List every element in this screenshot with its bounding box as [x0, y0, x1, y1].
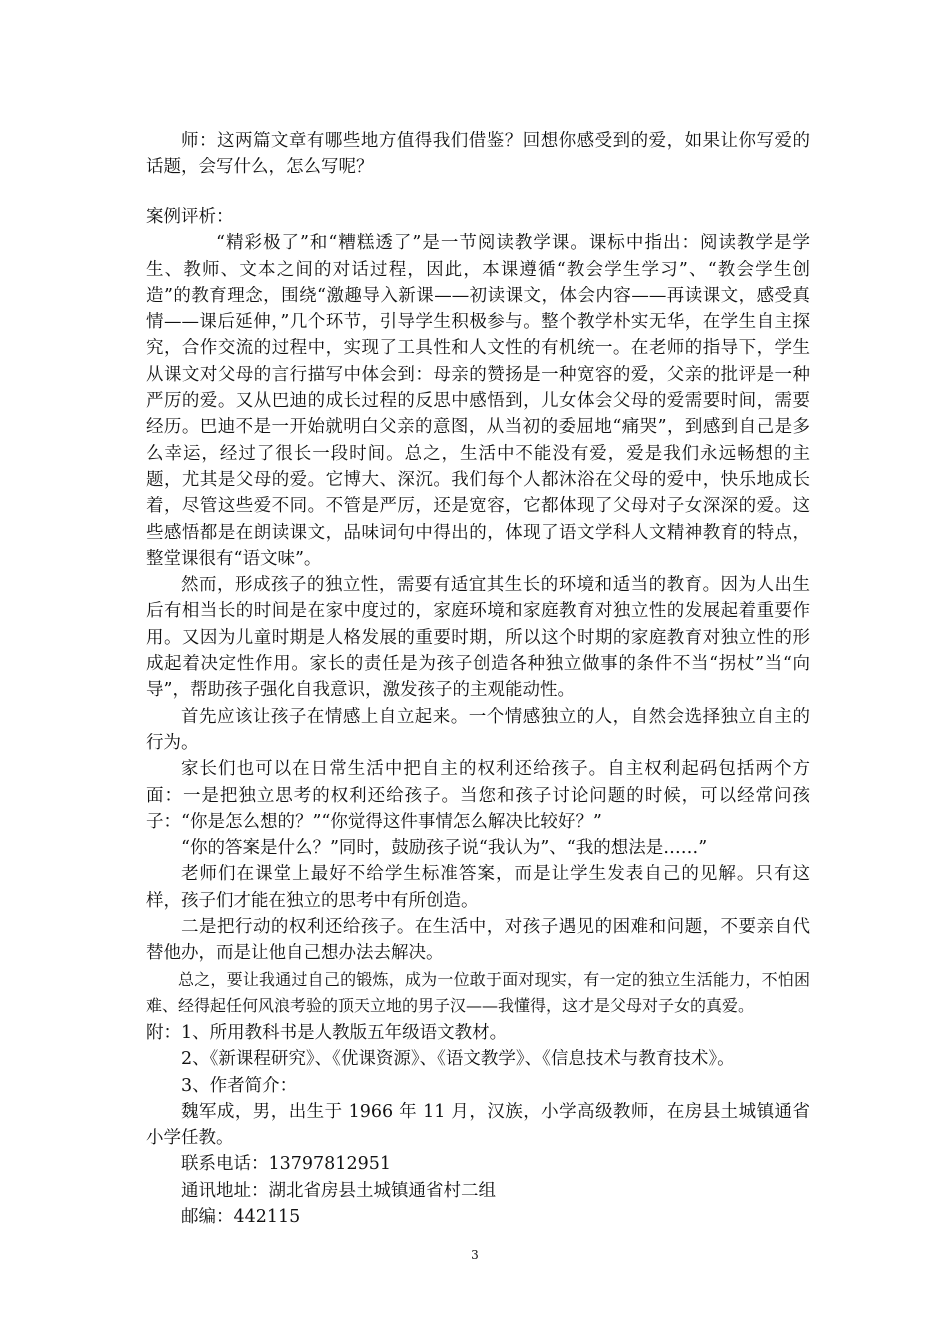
analysis-paragraph-7: 二是把行动的权利还给孩子。在生活中，对孩子遇见的困难和问题，不要亲自代替他办，而是让他自己想办法去解决。 — [146, 917, 810, 964]
author-address: 通讯地址：湖北省房县土城镇通省村二组 — [181, 1180, 496, 1201]
analysis-paragraph-6: 老师们在课堂上最好不给学生标准答案，而是让学生发表自己的见解。只有这样，孩子们才能在独立的思考中有所创造。 — [146, 864, 810, 911]
page-number: 3 — [471, 1248, 479, 1262]
analysis-paragraph-8: 总之，要让我通过自己的锻炼，成为一位敢于面对现实，有一定的独立生活能力，不怕困难、经得起任何风浪考验的顶天立地的男子汉——我懂得，这才是父母对子女的真爱。 — [146, 969, 810, 1015]
analysis-paragraph-3: 首先应该让孩子在情感上自立起来。一个情感独立的人，自然会选择独立自主的行为。 — [146, 706, 810, 753]
author-phone: 联系电话：13797812951 — [181, 1154, 391, 1175]
teacher-question: 师：这两篇文章有哪些地方值得我们借鉴？回想你感受到的爱，如果让你写爱的话题，会写什么，怎么写呢？ — [146, 131, 810, 178]
analysis-paragraph-5: “你的答案是什么？”同时，鼓励孩子说“我认为”、“我的想法是……” — [181, 838, 708, 859]
analysis-block — [146, 204, 810, 1019]
analysis-paragraph-4: 家长们也可以在日常生活中把自主的权利还给孩子。自主权利起码包括两个方面：一是把独立思考的权利还给孩子。当您和孩子讨论问题的时候，可以经常问孩子：“你是怎么想的？”“你觉得这件事情怎么解决比较好？” — [146, 759, 810, 832]
author-postcode: 邮编：442115 — [181, 1207, 301, 1228]
appendix-item-1: 附：1、所用教科书是人教版五年级语文教材。 — [146, 1023, 508, 1043]
appendix-item-3: 3、作者简介： — [181, 1075, 298, 1096]
appendix-item-2: 2、《新课程研究》、《优课资源》、《语文教学》、《信息技术与教育技术》。 — [181, 1049, 735, 1070]
author-bio: 魏军成，男，出生于 1966 年 11 月，汉族，小学高级教师，在房县土城镇通省小学任教。 — [146, 1101, 810, 1149]
analysis-paragraph-2: 然而，形成孩子的独立性，需要有适宜其生长的环境和适当的教育。因为人出生后有相当长的时间是在家中度过的，家庭环境和家庭教育对独立性的发展起着重要作用。又因为儿童时期是人格发展的重要时期，所以这个时期的家庭教育对独立性的形成起着决定性作用。家长的责任是为孩子创造各种独立做事的条件不当“拐杖”当“向导”，帮助孩子强化自我意识，激发孩子的主观能动性。 — [146, 575, 810, 701]
analysis-heading: 案例评析： — [146, 207, 234, 227]
appendix-block — [146, 1020, 810, 1230]
intro-block — [146, 128, 810, 181]
analysis-paragraph-1: “精彩极了”和“糟糕透了”是一节阅读教学课。课标中指出：阅读教学是学生、教师、文本之间的对话过程，因此，本课遵循“教会学生学习”、“教会学生创造”的教育理念，围绕“激趣导入新课——初读课文，体会内容——再读课文，感受真情——课后延伸，”几个环节，引导学生积极参与。整个教学朴实无华，在学生自主探究，合作交流的过程中，实现了工具性和人文性的有机统一。在老师的指导下，学生从课文对父母的言行描写中体会到：母亲的赞扬是一种宽容的爱，父亲的批评是一种严厉的爱。又从巴迪的成长过程的反思中感悟到，儿女体会父母的爱需要时间，需要经历。巴迪不是一开始就明白父亲的意图，从当初的委屈地“痛哭”，到感到自己是多么幸运，经过了很长一段时间。总之，生活中不能没有爱，爱是我们永远畅想的主题，尤其是父母的爱。它博大、深沉。我们每个人都沐浴在父母的爱中，快乐地成长着，尽管这些爱不同。不管是严厉，还是宽容，它都体现了父母对子女深深的爱。这些感悟都是在朗读课文，品味词句中得出的，体现了语文学科人文精神教育的特点，整堂课很有“语文味”。 — [146, 233, 810, 569]
